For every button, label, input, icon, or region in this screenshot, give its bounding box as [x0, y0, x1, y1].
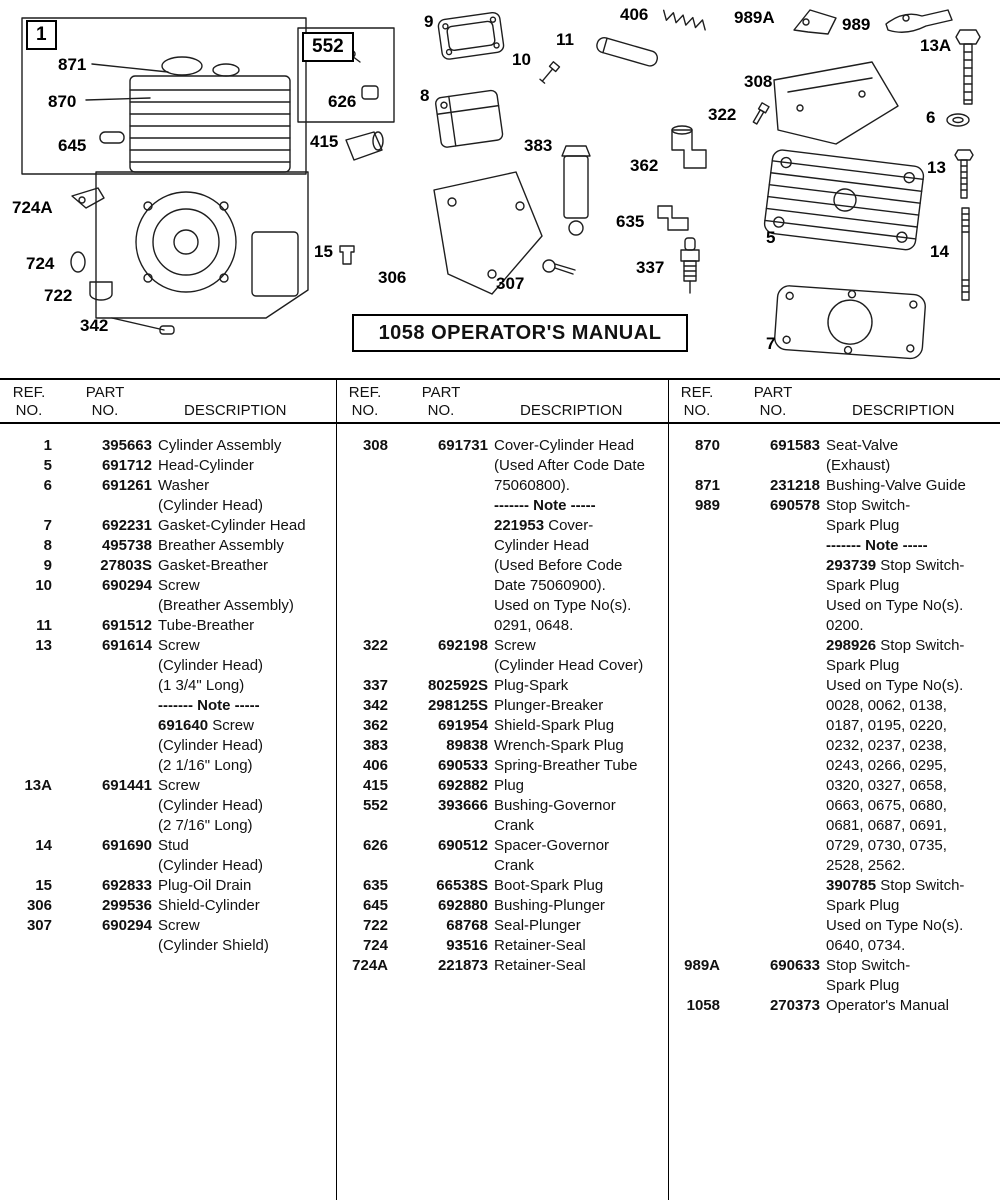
part-row-10 — [6, 576, 336, 616]
column-divider — [336, 380, 337, 1200]
table-body — [0, 424, 1000, 1016]
callout-724A: 724A — [12, 198, 53, 217]
header-col-1 — [0, 380, 336, 423]
callout-870: 870 — [48, 92, 77, 111]
callout-383: 383 — [524, 136, 553, 155]
part-description: Head-Cylinder — [158, 457, 254, 474]
callout-989A: 989A — [734, 8, 775, 27]
part-row-362 — [342, 716, 668, 736]
callout-406: 406 — [620, 5, 649, 24]
part-no: 802592S — [427, 677, 488, 694]
header-ref-no: REF. NO. — [348, 384, 382, 419]
callout-307: 307 — [496, 274, 525, 293]
part-description: Seal-Plunger — [494, 917, 581, 934]
part-row-13A — [6, 776, 336, 836]
part-no: 692833 — [101, 877, 152, 894]
part-description: Stop Switch- Spark Plug — [826, 957, 911, 994]
part-description: Tube-Breather — [158, 617, 255, 634]
header-ref-no: REF. NO. — [680, 384, 714, 419]
part-row-989A — [674, 956, 1000, 996]
part-no: 393666 — [437, 797, 488, 814]
header-ref-no: REF. NO. — [12, 384, 46, 419]
part-no: 395663 — [101, 437, 152, 454]
ref-no: 342 — [362, 697, 388, 714]
part-row-871 — [674, 476, 1000, 496]
callout-5: 5 — [766, 228, 776, 247]
ref-no: 362 — [362, 717, 388, 734]
part-row-307 — [6, 916, 336, 956]
part-description: Spring-Breather Tube — [494, 757, 638, 774]
part-description: Bushing-Plunger — [494, 897, 605, 914]
callout-13: 13 — [927, 158, 946, 177]
callout-322: 322 — [708, 105, 737, 124]
part-description: Bushing-Governor Crank — [494, 797, 616, 834]
ref-no: 724A — [352, 957, 388, 974]
part-row-635 — [342, 876, 668, 896]
part-no: 298125S — [427, 697, 488, 714]
ref-no: 13 — [35, 637, 52, 654]
part-no: 691512 — [101, 617, 152, 634]
part-no: 231218 — [769, 477, 820, 494]
part-row-722 — [342, 916, 668, 936]
ref-no: 14 — [35, 837, 52, 854]
part-no: 692880 — [437, 897, 488, 914]
part-description: Stop Switch- Spark Plug ------- Note ----- 293739 Stop Switch- Spark Plug Used on Type No(s). 0200. 298926 Stop Switch- Spark Plug Used on Type No(s). 0028, 0062, 0138, 0187, 0195, 0220, 0232, 0237, 0238, 0243, 0266, 0295, 0320, 0327, 0658, 0663, 0675, 0680, 0681, 0687, 0691, 0729, 0730, 0735, 2528, 2562. 390785 Stop Switch- Spark Plug Used on Type No(s). 0640, 0734. — [826, 497, 965, 954]
callout-9: 9 — [424, 12, 434, 31]
ref-no: 322 — [362, 637, 388, 654]
part-row-1 — [6, 436, 336, 456]
header-description: DESCRIPTION — [852, 402, 955, 419]
ref-no: 722 — [362, 917, 388, 934]
part-no: 68768 — [446, 917, 488, 934]
callout-8: 8 — [420, 86, 430, 105]
callout-10: 10 — [512, 50, 531, 69]
callout-308: 308 — [744, 72, 773, 91]
part-no: 691614 — [101, 637, 152, 654]
callout-871: 871 — [58, 55, 87, 74]
part-description: Plug — [494, 777, 525, 794]
part-description: Seat-Valve (Exhaust) — [826, 437, 899, 474]
header-part-no: PART NO. — [421, 384, 461, 419]
part-no: 27803S — [100, 557, 152, 574]
part-no: 691954 — [437, 717, 488, 734]
ref-no: 8 — [43, 537, 52, 554]
part-description: Cylinder Assembly — [158, 437, 282, 454]
column-divider — [668, 380, 669, 1200]
ref-no: 989 — [694, 497, 720, 514]
ref-no: 13A — [24, 777, 52, 794]
part-row-406 — [342, 756, 668, 776]
part-row-15 — [6, 876, 336, 896]
part-row-6 — [6, 476, 336, 516]
part-row-14 — [6, 836, 336, 876]
callout-13A: 13A — [920, 36, 952, 55]
ref-no: 306 — [26, 897, 52, 914]
part-row-870 — [674, 436, 1000, 476]
header-col-2 — [336, 380, 668, 423]
part-no: 691583 — [769, 437, 820, 454]
part-description: Bushing-Valve Guide — [826, 477, 966, 494]
ref-no: 415 — [362, 777, 388, 794]
ref-no: 9 — [43, 557, 52, 574]
callout-989: 989 — [842, 15, 871, 34]
operators-manual-box: 1058 OPERATOR'S MANUAL — [352, 314, 688, 352]
header-part-no: PART NO. — [85, 384, 125, 419]
parts-column-2 — [336, 436, 668, 1016]
ref-no: 645 — [362, 897, 388, 914]
header-part-no: PART NO. — [753, 384, 793, 419]
part-description: Shield-Spark Plug — [494, 717, 615, 734]
part-description: Screw (Cylinder Head Cover) — [494, 637, 644, 674]
callout-7: 7 — [766, 334, 776, 353]
part-description: Retainer-Seal — [494, 957, 586, 974]
part-no: 691731 — [437, 437, 488, 454]
ref-no: 307 — [26, 917, 52, 934]
ref-no: 552 — [362, 797, 388, 814]
part-description: Shield-Cylinder — [158, 897, 260, 914]
part-row-552 — [342, 796, 668, 836]
part-description: Screw (Cylinder Shield) — [158, 917, 269, 954]
ref-no: 406 — [362, 757, 388, 774]
part-description: Cover-Cylinder Head (Used After Code Date 75060800). ------- Note ----- 221953 Cover- Cylinder Head (Used Before Code Date 75060900). Used on Type No(s). 0291, 0648. — [494, 437, 645, 634]
part-row-626 — [342, 836, 668, 876]
part-description: Plunger-Breaker — [494, 697, 604, 714]
ref-no: 5 — [43, 457, 52, 474]
part-no: 692198 — [437, 637, 488, 654]
part-no: 66538S — [436, 877, 488, 894]
part-no: 299536 — [101, 897, 152, 914]
table-header — [0, 380, 1000, 424]
part-description: Breather Assembly — [158, 537, 284, 554]
header-col-3 — [668, 380, 1000, 423]
part-row-337 — [342, 676, 668, 696]
part-row-383 — [342, 736, 668, 756]
part-no: 690578 — [769, 497, 820, 514]
part-row-322 — [342, 636, 668, 676]
ref-no: 383 — [362, 737, 388, 754]
ref-no: 6 — [43, 477, 52, 494]
callout-11: 11 — [556, 30, 574, 49]
part-no: 89838 — [446, 737, 488, 754]
callout-415: 415 — [310, 132, 339, 151]
part-description: Retainer-Seal — [494, 937, 586, 954]
part-row-645 — [342, 896, 668, 916]
ref-no: 724 — [362, 937, 388, 954]
callout-337: 337 — [636, 258, 665, 277]
part-row-724A — [342, 956, 668, 976]
ref-no: 10 — [35, 577, 52, 594]
callout-6: 6 — [926, 108, 936, 127]
part-description: Screw (Breather Assembly) — [158, 577, 294, 614]
callout-362: 362 — [630, 156, 659, 175]
part-no: 690294 — [101, 577, 152, 594]
callout-306: 306 — [378, 268, 407, 287]
part-no: 691690 — [101, 837, 152, 854]
part-no: 691712 — [101, 457, 152, 474]
part-no: 93516 — [446, 937, 488, 954]
part-row-9 — [6, 556, 336, 576]
part-description: Gasket-Breather — [158, 557, 269, 574]
callout-15: 15 — [314, 242, 333, 261]
part-no: 690512 — [437, 837, 488, 854]
part-no: 690294 — [101, 917, 152, 934]
part-row-8 — [6, 536, 336, 556]
parts-table — [0, 378, 1000, 1200]
ref-no: 870 — [694, 437, 720, 454]
part-description: Washer (Cylinder Head) — [158, 477, 264, 514]
ref-no: 626 — [362, 837, 388, 854]
part-row-342 — [342, 696, 668, 716]
part-no: 692882 — [437, 777, 488, 794]
part-description: Boot-Spark Plug — [494, 877, 604, 894]
header-description: DESCRIPTION — [520, 402, 623, 419]
part-description: Wrench-Spark Plug — [494, 737, 624, 754]
part-description: Screw (Cylinder Head) (2 7/16" Long) — [158, 777, 264, 834]
parts-column-1 — [0, 436, 336, 1016]
part-no: 690633 — [769, 957, 820, 974]
ref-no: 1058 — [686, 997, 720, 1014]
part-description: Operator's Manual — [826, 997, 949, 1014]
part-row-1058 — [674, 996, 1000, 1016]
part-no: 270373 — [769, 997, 820, 1014]
ref-no: 635 — [362, 877, 388, 894]
part-description: Plug-Oil Drain — [158, 877, 252, 894]
callout-724: 724 — [26, 254, 55, 273]
part-row-415 — [342, 776, 668, 796]
part-row-7 — [6, 516, 336, 536]
part-no: 692231 — [101, 517, 152, 534]
part-no: 495738 — [101, 537, 152, 554]
callout-626: 626 — [328, 92, 357, 111]
part-no: 691441 — [101, 777, 152, 794]
callout-14: 14 — [930, 242, 949, 261]
part-no: 690533 — [437, 757, 488, 774]
ref-no: 871 — [694, 477, 720, 494]
ref-no: 15 — [35, 877, 52, 894]
part-no: 221873 — [437, 957, 488, 974]
part-row-989 — [674, 496, 1000, 956]
ref-no: 308 — [362, 437, 388, 454]
part-row-13 — [6, 636, 336, 776]
header-description: DESCRIPTION — [184, 402, 287, 419]
part-row-306 — [6, 896, 336, 916]
ref-no: 337 — [362, 677, 388, 694]
callout-342: 342 — [80, 316, 109, 335]
part-row-308 — [342, 436, 668, 636]
callout-722: 722 — [44, 286, 73, 305]
callout-645: 645 — [58, 136, 87, 155]
callout-1: 1 — [26, 20, 57, 50]
ref-no: 1 — [43, 437, 52, 454]
part-description: Spacer-Governor Crank — [494, 837, 610, 874]
part-description: Stud (Cylinder Head) — [158, 837, 264, 874]
part-row-5 — [6, 456, 336, 476]
part-description: Screw (Cylinder Head) (1 3/4" Long) ------- Note ----- 691640 Screw (Cylinder Head) (2 1/16" Long) — [158, 637, 264, 774]
parts-diagram — [0, 0, 1000, 378]
ref-no: 11 — [36, 617, 52, 634]
part-description: Plug-Spark — [494, 677, 569, 694]
part-description: Gasket-Cylinder Head — [158, 517, 306, 534]
parts-column-3 — [668, 436, 1000, 1016]
callout-635: 635 — [616, 212, 645, 231]
ref-no: 7 — [43, 517, 52, 534]
part-row-724 — [342, 936, 668, 956]
part-no: 691261 — [101, 477, 152, 494]
part-row-11 — [6, 616, 336, 636]
ref-no: 989A — [684, 957, 720, 974]
callout-552: 552 — [302, 32, 354, 62]
